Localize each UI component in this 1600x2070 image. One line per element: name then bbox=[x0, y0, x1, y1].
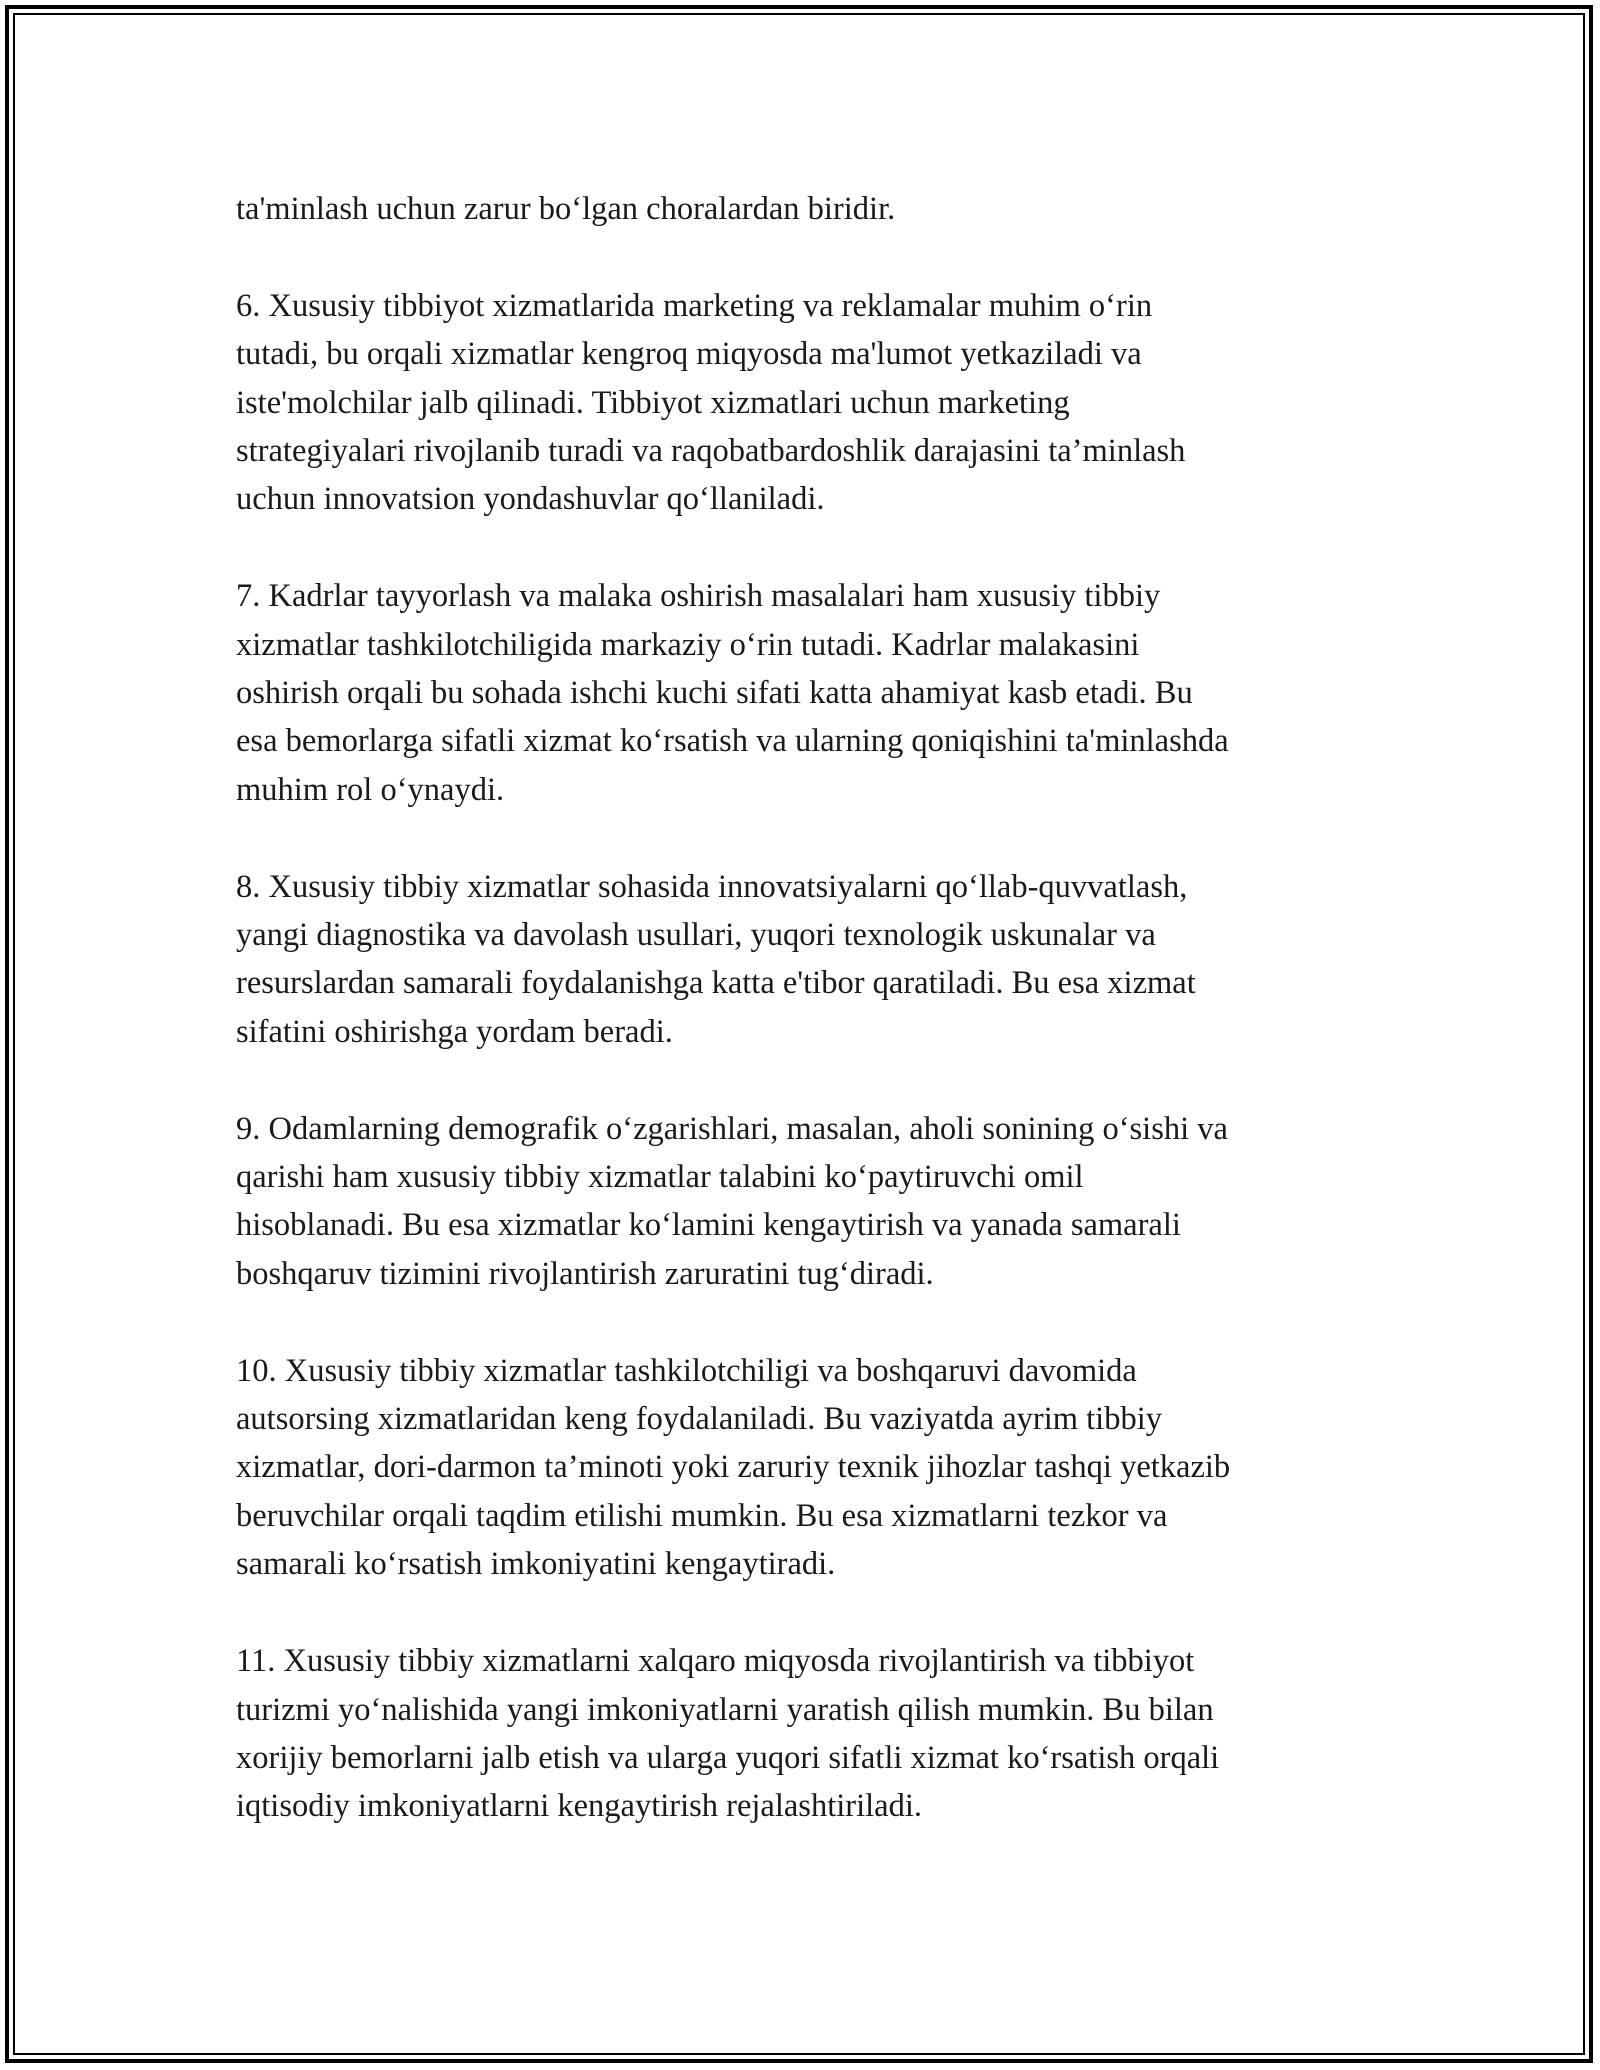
paragraph-item-6 bbox=[236, 282, 1376, 524]
text-line: oshirish orqali bu sohada ishchi kuchi sifati katta ahamiyat kasb etadi. Bu bbox=[236, 675, 1193, 712]
paragraph-item-11 bbox=[236, 1637, 1376, 1831]
text-line: yangi diagnostika va davolash usullari, yuqori texnologik uskunalar va bbox=[236, 917, 1156, 954]
text-line: xizmatlar tashkilotchiligida markaziy o‘rin tutadi. Kadrlar malakasini bbox=[236, 626, 1140, 663]
text-line: hisoblanadi. Bu esa xizmatlar ko‘lamini kengaytirish va yanada samarali bbox=[236, 1207, 1181, 1244]
paragraph-item-9 bbox=[236, 1105, 1376, 1299]
paragraph-continuation bbox=[236, 185, 1376, 233]
text-line: xorijiy bemorlarni jalb etish va ularga yuqori sifatli xizmat ko‘rsatish orqali bbox=[236, 1739, 1220, 1776]
text-line: xizmatlar, dori-darmon ta’minoti yoki zaruriy texnik jihozlar tashqi yetkazib bbox=[236, 1449, 1231, 1486]
paragraph-item-10 bbox=[236, 1347, 1376, 1589]
paragraph-item-8 bbox=[236, 863, 1376, 1057]
paragraph-item-7 bbox=[236, 572, 1376, 814]
text-line: qarishi ham xususiy tibbiy xizmatlar talabini ko‘paytiruvchi omil bbox=[236, 1159, 1084, 1196]
text-line: muhim rol o‘ynaydi. bbox=[236, 771, 505, 808]
text-line: autsorsing xizmatlaridan keng foydalaniladi. Bu vaziyatda ayrim tibbiy bbox=[236, 1401, 1162, 1438]
text-line: turizmi yo‘nalishida yangi imkoniyatlarni yaratish qilish mumkin. Bu bilan bbox=[236, 1691, 1214, 1728]
text-line: iqtisodiy imkoniyatlarni kengaytirish rejalashtiriladi. bbox=[236, 1788, 922, 1825]
text-line: 8. Xususiy tibbiy xizmatlar sohasida innovatsiyalarni qo‘llab-quvvatlash, bbox=[236, 868, 1188, 905]
text-line: ta'minlash uchun zarur bo‘lgan choralardan biridir. bbox=[236, 191, 896, 227]
text-line: esa bemorlarga sifatli xizmat ko‘rsatish va ularning qoniqishini ta'minlashda bbox=[236, 723, 1229, 760]
text-line: resurslardan samarali foydalanishga katta e'tibor qaratiladi. Bu esa xizmat bbox=[236, 965, 1196, 1002]
text-line: 10. Xususiy tibbiy xizmatlar tashkilotchiligi va boshqaruvi davomida bbox=[236, 1352, 1137, 1389]
text-line: 7. Kadrlar tayyorlash va malaka oshirish masalalari ham xususiy tibbiy bbox=[236, 578, 1161, 615]
text-line: boshqaruv tizimini rivojlantirish zaruratini tug‘diradi. bbox=[236, 1255, 934, 1292]
text-line: beruvchilar orqali taqdim etilishi mumkin. Bu esa xizmatlarni tezkor va bbox=[236, 1497, 1168, 1534]
text-line: tutadi, bu orqali xizmatlar kengroq miqyosda ma'lumot yetkaziladi va bbox=[236, 336, 1142, 373]
document-body bbox=[236, 185, 1376, 1879]
text-line: sifatini oshirishga yordam beradi. bbox=[236, 1013, 673, 1050]
text-line: 9. Odamlarning demografik o‘zgarishlari, masalan, aholi sonining o‘sishi va bbox=[236, 1110, 1228, 1147]
text-line: samarali ko‘rsatish imkoniyatini kengaytiradi. bbox=[236, 1546, 836, 1583]
text-line: strategiyalari rivojlanib turadi va raqobatbardoshlik darajasini ta’minlash bbox=[236, 433, 1186, 470]
text-line: 6. Xususiy tibbiyot xizmatlarida marketing va reklamalar muhim o‘rin bbox=[236, 287, 1153, 324]
text-line: 11. Xususiy tibbiy xizmatlarni xalqaro miqyosda rivojlantirish va tibbiyot bbox=[236, 1643, 1195, 1680]
text-line: iste'molchilar jalb qilinadi. Tibbiyot xizmatlari uchun marketing bbox=[236, 384, 1070, 421]
text-line: uchun innovatsion yondashuvlar qo‘llaniladi. bbox=[236, 481, 825, 518]
